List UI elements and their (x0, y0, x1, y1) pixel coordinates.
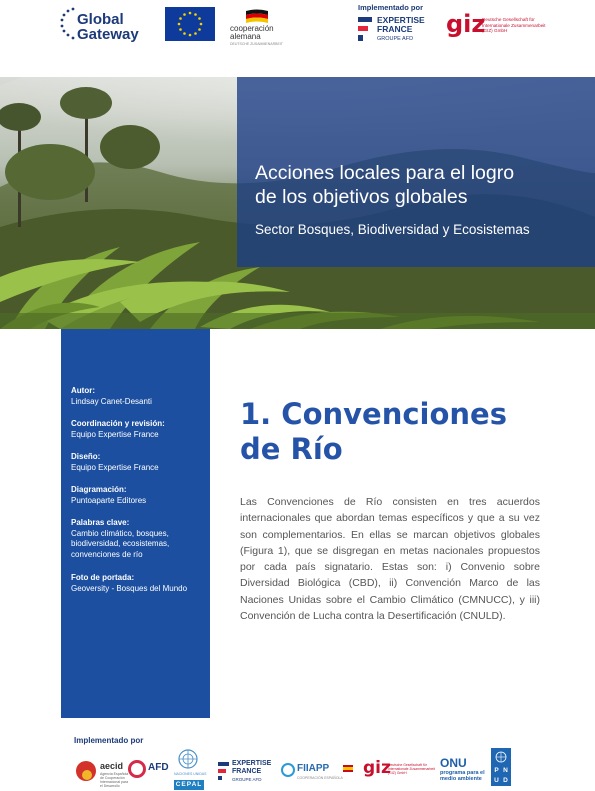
credit-foto-value: Geoversity - Bosques del Mundo (71, 583, 188, 593)
eu-flag-icon (165, 7, 215, 41)
credit-diseno (71, 452, 206, 473)
credit-palabras-value: Cambio climático, bosques, biodiversidad, ecosistemas, convenciones de río (71, 528, 170, 559)
footer-implementado-por: Implementado por (74, 736, 144, 745)
fiiapp-subtext: COOPERACIÓN ESPAÑOLA (297, 776, 343, 780)
cover-title-box (237, 77, 595, 267)
giz-footer-full-name: Deutsche Gesellschaft für Internationale Zusammenarbeit (GIZ) GmbH (388, 763, 435, 776)
pnud-letter-d: D (503, 777, 508, 784)
cover-title-line1: Acciones locales para el logro (255, 162, 515, 184)
cover-subtitle: Sector Bosques, Biodiversidad y Ecosistemas (255, 222, 530, 237)
global-gateway-logo (60, 4, 155, 46)
onu-medio-ambiente-logo (440, 756, 488, 786)
afd-logo (128, 757, 170, 781)
credit-autor-label: Autor: (71, 386, 95, 395)
credit-coordinacion-value: Equipo Expertise France (71, 429, 159, 439)
aecid-logo (76, 757, 129, 788)
pnud-letter-u: U (494, 777, 499, 784)
credit-coordinacion (71, 419, 206, 440)
credit-foto (71, 573, 206, 594)
giz-wordmark: giz (446, 10, 486, 38)
header-logos (0, 0, 595, 62)
pnud-letter-p: P (494, 767, 499, 774)
aecid-mark-icon (76, 761, 96, 781)
credit-diagramacion-label: Diagramación: (71, 485, 127, 494)
credit-diseno-label: Diseño: (71, 452, 101, 461)
cepal-text: CEPAL (175, 781, 203, 788)
expertise-france-footer-line1: EXPERTISE (232, 760, 272, 767)
credit-autor (71, 386, 206, 407)
credit-diseno-value: Equipo Expertise France (71, 462, 159, 472)
spain-flag-icon (343, 765, 353, 772)
un-emblem-small-icon (495, 751, 507, 763)
german-flag-icon (244, 8, 270, 24)
expertise-france-footer-logo (218, 760, 274, 784)
expertise-france-logo (358, 16, 433, 46)
credits-sidebar (61, 329, 210, 718)
expertise-france-sub: GROUPE AFD (377, 36, 414, 42)
credit-foto-label: Foto de portada: (71, 573, 135, 582)
aecid-subtext: Agencia Española de Cooperación Internacional para el Desarrollo (100, 772, 129, 788)
cover-title-line2: de los objetivos globales (255, 186, 468, 208)
section-heading (240, 397, 540, 467)
expertise-france-line2: FRANCE (377, 24, 413, 34)
eu-stars-icon (60, 6, 78, 42)
expertise-france-footer-sub: GROUPE AFD (232, 777, 262, 782)
aecid-text: aecid (100, 761, 124, 771)
fiiapp-logo (281, 760, 343, 784)
expertise-france-footer-line2: FRANCE (232, 767, 262, 775)
implementado-por-label: Implementado por (358, 3, 424, 12)
body-paragraph: Las Convenciones de Río consisten en tres acuerdos internacionales que abordan temas específicos y que a su vez son complementarios. En ellas se marcan objetivos globales (Figura 1), que se disgregan en metas nacionales propuestos por cada país signatario. Estas son: i) Convenio sobre Diversidad Biológica (CBD), ii) Convención Marco de las Naciones Unidas sobre el Cambio Climático (CMNUCC), y iii) Convención de Lucha contra la Desertificación (CNULD). (240, 496, 540, 623)
pnud-logo (491, 748, 511, 788)
cooperacion-alemana-subtext: DEUTSCHE ZUSAMMENARBEIT (230, 42, 283, 46)
onu-text: ONU (440, 756, 467, 770)
expertise-france-mark-icon (358, 17, 372, 41)
credit-diagramacion (71, 485, 206, 506)
fiiapp-text: FIIAPP (297, 763, 330, 774)
onu-subtext: programa para el medio ambiente (440, 770, 485, 782)
naciones-unidas-text: NACIONES UNIDAS (174, 772, 207, 776)
credit-coordinacion-label: Coordinación y revisión: (71, 419, 165, 428)
global-gateway-text: Global Gateway (77, 11, 139, 43)
expertise-france-line1: EXPERTISE (377, 15, 425, 25)
section-heading-line1: 1. Convenciones (240, 397, 507, 431)
afd-text: AFD (148, 762, 169, 773)
un-emblem-icon (177, 748, 199, 770)
giz-logo (446, 12, 556, 42)
cepal-logo (174, 748, 208, 790)
afd-circle-icon (128, 760, 146, 778)
credit-palabras-label: Palabras clave: (71, 518, 130, 527)
giz-full-name: Deutsche Gesellschaft für Internationale Zusammenarbeit (GIZ) GmbH (482, 17, 546, 34)
cooperacion-alemana-text: cooperación alemana (230, 24, 274, 41)
credit-diagramacion-value: Puntoaparte Editores (71, 495, 147, 505)
fiiapp-circle-icon (281, 763, 295, 777)
giz-footer-wordmark: giz (363, 758, 391, 778)
giz-footer-logo (363, 760, 435, 782)
cooperacion-alemana-logo (230, 8, 300, 48)
pnud-letter-n: N (503, 767, 508, 774)
credit-palabras-clave (71, 518, 203, 560)
section-heading-line2: de Río (240, 432, 343, 466)
credit-autor-value: Lindsay Canet-Desanti (71, 396, 152, 406)
expertise-france-footer-mark-icon (218, 762, 229, 780)
pnud-block (491, 748, 511, 786)
